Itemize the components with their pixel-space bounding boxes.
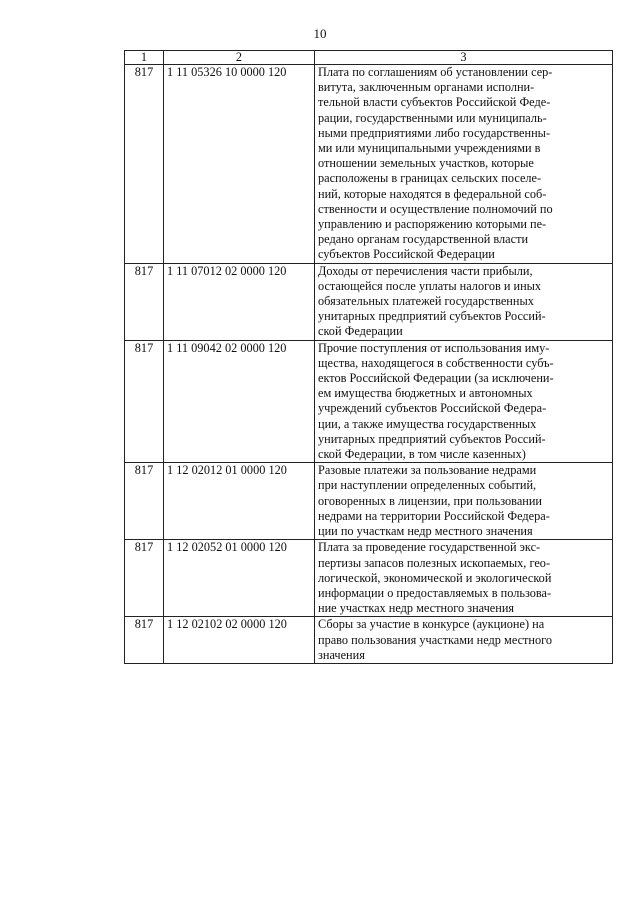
description-line: унитарных предприятий субъектов Россий- <box>318 431 546 446</box>
description-line: ской Федерации <box>318 324 403 339</box>
description-line: ний, которые находятся в федеральной соб- <box>318 186 547 201</box>
admin-code-cell: 817 <box>125 540 164 617</box>
description-line: управлению и распоряжению которыми пе- <box>318 217 547 232</box>
description-line: недрами на территории Российской Федера- <box>318 508 550 523</box>
income-description-cell <box>315 263 613 340</box>
description-line: ственности и осуществление полномочий по <box>318 201 553 216</box>
description-line: оговоренных в лицензии, при пользовании <box>318 493 543 508</box>
description-line: Разовые платежи за пользование недрами <box>318 463 537 478</box>
description-line: ции, а также имущества государственных <box>318 416 537 431</box>
description-line: отношении земельных участков, которые <box>318 156 534 171</box>
income-codes-table <box>124 50 613 664</box>
description-line: при наступлении определенных событий, <box>318 478 537 493</box>
description-line: ми или муниципальными учреждениями в <box>318 141 541 156</box>
income-description-cell <box>315 617 613 664</box>
description-line: значения <box>318 647 365 662</box>
description-line: тельной власти субъектов Российской Феде- <box>318 95 551 110</box>
column-header-1: 1 <box>125 51 164 65</box>
table-row <box>125 463 613 540</box>
table-body <box>125 65 613 664</box>
income-description-cell <box>315 65 613 264</box>
income-description-cell <box>315 463 613 540</box>
description-line: расположены в границах сельских поселе- <box>318 171 542 186</box>
admin-code-cell: 817 <box>125 340 164 463</box>
admin-code-cell: 817 <box>125 65 164 264</box>
description-line: щества, находящегося в собственности субъ- <box>318 355 554 370</box>
table-row <box>125 340 613 463</box>
description-line: ции по участкам недр местного значения <box>318 524 533 539</box>
description-line: ние участках недр местного значения <box>318 601 515 616</box>
table-row <box>125 617 613 664</box>
description-line: ской Федерации, в том числе казенных) <box>318 447 526 462</box>
income-code-cell: 1 12 02012 01 0000 120 <box>164 463 315 540</box>
income-description-cell <box>315 540 613 617</box>
description-line: информации о предоставляемых в пользова- <box>318 585 552 600</box>
description-line: Доходы от перечисления части прибыли, <box>318 263 533 278</box>
description-line: учреждений субъектов Российской Федера- <box>318 401 547 416</box>
table-row <box>125 540 613 617</box>
table-row <box>125 65 613 264</box>
description-line: субъектов Российской Федерации <box>318 247 495 262</box>
admin-code-cell: 817 <box>125 263 164 340</box>
description-line: унитарных предприятий субъектов Россий- <box>318 309 546 324</box>
description-line: ем имущества бюджетных и автономных <box>318 386 533 401</box>
description-line: ектов Российской Федерации (за исключени- <box>318 371 554 386</box>
description-line: логической, экономической и экологической <box>318 570 552 585</box>
income-description-cell <box>315 340 613 463</box>
description-line: редано органам государственной власти <box>318 232 529 247</box>
description-line: обязательных платежей государственных <box>318 294 534 309</box>
admin-code-cell: 817 <box>125 463 164 540</box>
description-line: право пользования участками недр местного <box>318 632 553 647</box>
description-line: витута, заключенным органами исполни- <box>318 80 535 95</box>
description-line: остающейся после уплаты налогов и иных <box>318 278 542 293</box>
income-code-cell: 1 11 07012 02 0000 120 <box>164 263 315 340</box>
description-line: Сборы за участие в конкурсе (аукционе) на <box>318 617 545 632</box>
admin-code-cell: 817 <box>125 617 164 664</box>
description-line: Прочие поступления от использования иму- <box>318 340 550 355</box>
column-header-2: 2 <box>164 51 315 65</box>
income-code-cell: 1 11 09042 02 0000 120 <box>164 340 315 463</box>
table-header-row <box>125 51 613 65</box>
page-number: 10 <box>313 26 327 41</box>
income-code-cell: 1 12 02102 02 0000 120 <box>164 617 315 664</box>
column-header-3: 3 <box>315 51 613 65</box>
description-line: Плата по соглашениям об установлении сер- <box>318 65 553 79</box>
income-code-cell: 1 11 05326 10 0000 120 <box>164 65 315 264</box>
description-line: ными предприятиями либо государственны- <box>318 125 551 140</box>
description-line: рации, государственными или муниципаль- <box>318 110 547 125</box>
description-line: Плата за проведение государственной экс- <box>318 540 541 555</box>
income-code-cell: 1 12 02052 01 0000 120 <box>164 540 315 617</box>
table-row <box>125 263 613 340</box>
description-line: пертизы запасов полезных ископаемых, гео- <box>318 555 551 570</box>
